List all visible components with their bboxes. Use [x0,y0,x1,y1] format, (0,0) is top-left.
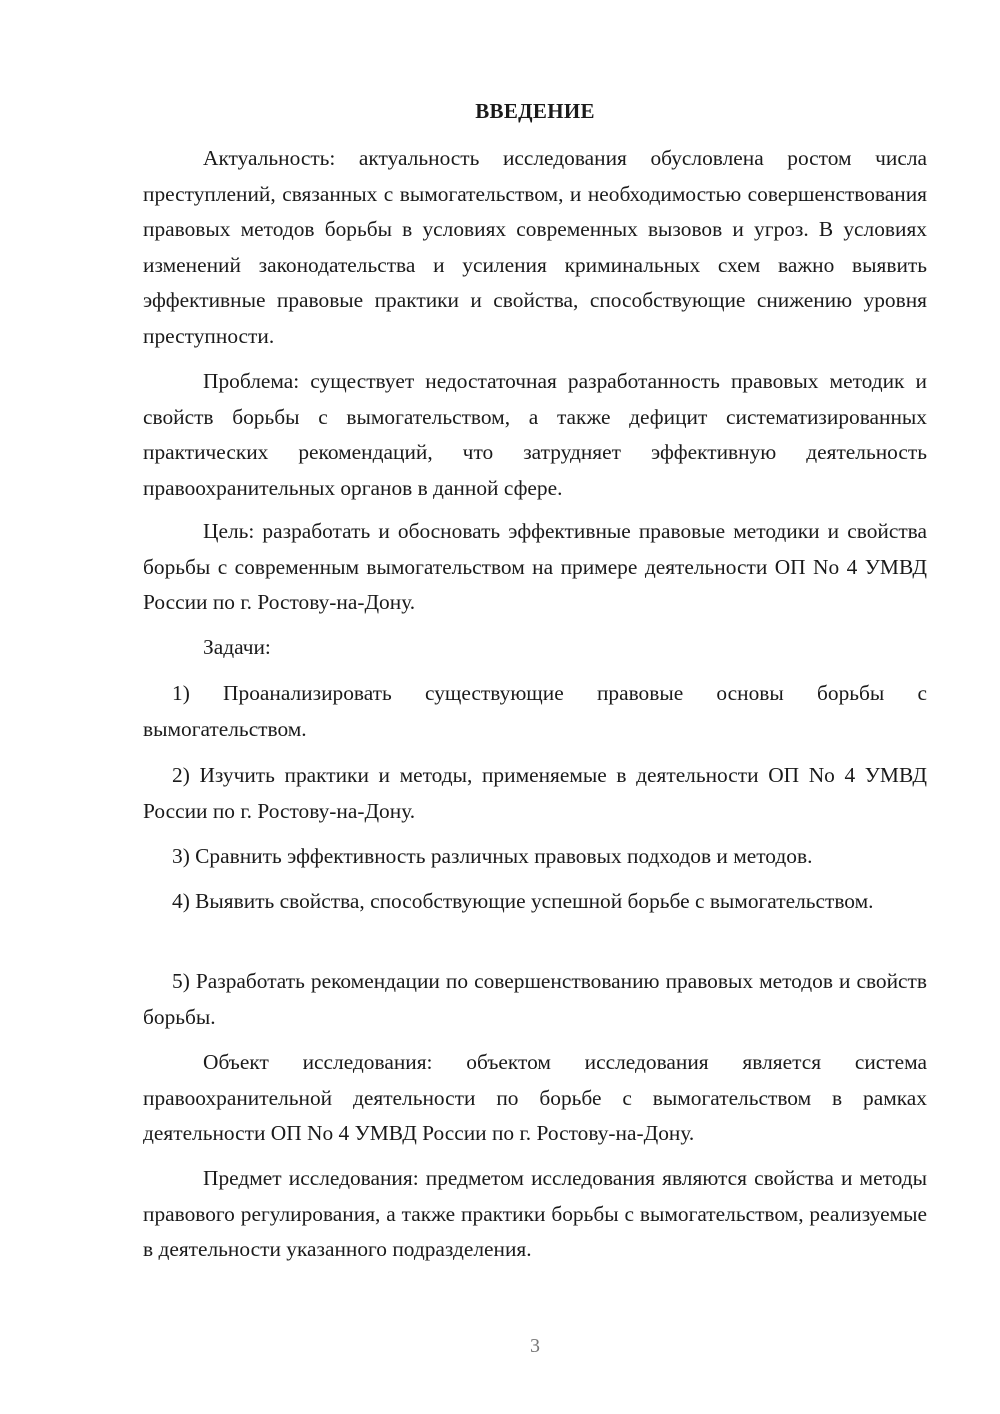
paragraph-problem: Проблема: существует недостаточная разработанность правовых методик и свойств борьбы с вымогательством, а также дефицит систематизированных практических рекомендаций, что затрудняет эффективную деятельность правоохранительных органов в данной сфере. [143,369,927,500]
paragraph-relevance: Актуальность: актуальность исследования обусловлена ростом числа преступлений, связанных с вымогательством, и необходимостью совершенствования правовых методов борьбы в условиях современных вызовов и угроз. В условиях изменений законодательства и усиления криминальных схем важно выявить эффективные правовые практики и свойства, способствующие снижению уровня преступности. [143,146,927,348]
paragraph-subject: Предмет исследования: предметом исследования являются свойства и методы правового регулирования, а также практики борьбы с вымогательством, реализуемые в деятельности указанного подразделения. [143,1166,927,1261]
document-page [143,0,927,1414]
task-item-2: 2) Изучить практики и методы, применяемые в деятельности ОП No 4 УМВД России по г. Ростову-на-Дону. [143,763,927,823]
tasks-heading: Задачи: [203,635,271,659]
task-item-1: 1) Проанализировать существующие правовые основы борьбы с вымогательством. [143,681,927,741]
task-item-4: 4) Выявить свойства, способствующие успешной борьбе с вымогательством. [172,889,874,913]
paragraph-goal: Цель: разработать и обосновать эффективные правовые методики и свойства борьбы с современным вымогательством на примере деятельности ОП No 4 УМВД России по г. Ростову-на-Дону. [143,519,927,614]
section-title: ВВЕДЕНИЕ [475,99,595,123]
task-item-3: 3) Сравнить эффективность различных правовых подходов и методов. [172,844,813,868]
page-number: 3 [530,1335,540,1357]
task-item-5: 5) Разработать рекомендации по совершенствованию правовых методов и свойств борьбы. [143,969,927,1029]
paragraph-object: Объект исследования: объектом исследования является система правоохранительной деятельности по борьбе с вымогательством в рамках деятельности ОП No 4 УМВД России по г. Ростову-на-Дону. [143,1050,927,1145]
